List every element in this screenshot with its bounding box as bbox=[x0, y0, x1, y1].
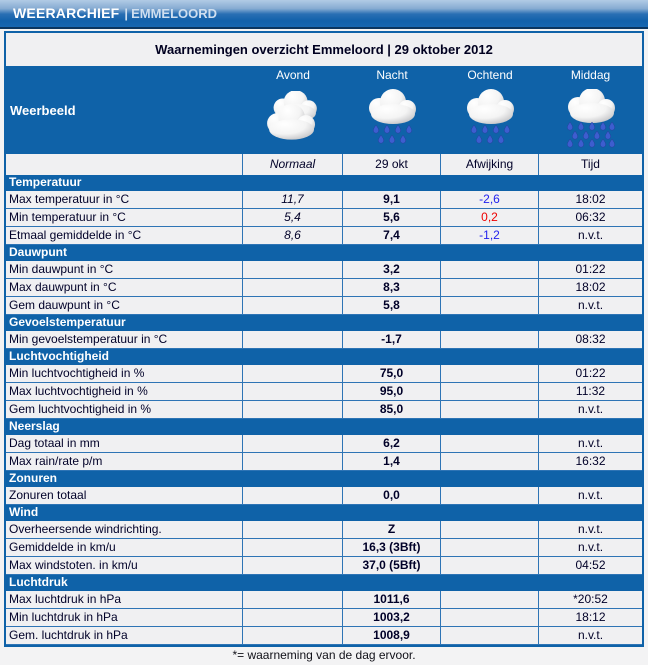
observed-value: 37,0 (5Bft) bbox=[343, 557, 441, 574]
row-label: Gem. luchtdruk in hPa bbox=[6, 627, 243, 644]
afwijking-value bbox=[441, 435, 539, 452]
top-header-bar bbox=[0, 0, 648, 29]
heavy-rain-icon bbox=[560, 83, 622, 154]
observed-value: 7,4 bbox=[343, 227, 441, 244]
section-header-zonuren: Zonuren bbox=[6, 471, 642, 487]
tijd-value: 16:32 bbox=[575, 454, 606, 468]
column-header-row bbox=[6, 154, 642, 175]
table-row bbox=[6, 227, 642, 245]
table-row bbox=[6, 279, 642, 297]
normaal-value bbox=[243, 401, 343, 418]
tijd-value: n.v.t. bbox=[577, 228, 604, 242]
row-label: Min luchtvochtigheid in % bbox=[6, 365, 243, 382]
normaal-value bbox=[243, 331, 343, 348]
weerbeeld-period-ochtend bbox=[441, 66, 539, 154]
tijd-value: n.v.t. bbox=[577, 488, 604, 502]
normaal-value: 11,7 bbox=[243, 191, 343, 208]
row-label: Min dauwpunt in °C bbox=[6, 261, 243, 278]
row-label: Max rain/rate p/m bbox=[6, 453, 243, 470]
tijd-value: n.v.t. bbox=[577, 540, 604, 554]
observed-value: 1003,2 bbox=[343, 609, 441, 626]
row-label: Etmaal gemiddelde in °C bbox=[6, 227, 243, 244]
afwijking-value bbox=[441, 591, 539, 608]
observed-value: 75,0 bbox=[343, 365, 441, 382]
observed-value: 6,2 bbox=[343, 435, 441, 452]
normaal-value bbox=[243, 383, 343, 400]
row-label: Max luchtdruk in hPa bbox=[6, 591, 243, 608]
sections-container bbox=[6, 175, 642, 645]
weerbeeld-period-middag bbox=[539, 66, 642, 154]
row-label: Overheersende windrichting. bbox=[6, 521, 243, 538]
normaal-value bbox=[243, 261, 343, 278]
afwijking-value: -1,2 bbox=[441, 227, 539, 244]
afwijking-value bbox=[441, 401, 539, 418]
afwijking-value bbox=[441, 627, 539, 644]
afwijking-value bbox=[441, 539, 539, 556]
table-row bbox=[6, 261, 642, 279]
afwijking-value bbox=[441, 331, 539, 348]
table-row bbox=[6, 209, 642, 227]
table-row bbox=[6, 401, 642, 419]
afwijking-value bbox=[441, 521, 539, 538]
tijd-value: n.v.t. bbox=[577, 436, 604, 450]
tijd-value: n.v.t. bbox=[577, 628, 604, 642]
normaal-value bbox=[243, 591, 343, 608]
normaal-value bbox=[243, 279, 343, 296]
afwijking-value: -2,6 bbox=[441, 191, 539, 208]
afwijking-value bbox=[441, 609, 539, 626]
section-header-luchtdruk: Luchtdruk bbox=[6, 575, 642, 591]
row-label: Max luchtvochtigheid in % bbox=[6, 383, 243, 400]
table-row bbox=[6, 191, 642, 209]
row-label: Max dauwpunt in °C bbox=[6, 279, 243, 296]
weerbeeld-period-avond bbox=[243, 66, 343, 154]
footnote: *= waarneming van de dag ervoor. bbox=[232, 648, 416, 662]
afwijking-value bbox=[441, 487, 539, 504]
table-row bbox=[6, 435, 642, 453]
row-label: Min gevoelstemperatuur in °C bbox=[6, 331, 243, 348]
column-header-tijd: Tijd bbox=[581, 157, 600, 171]
section-header-wind: Wind bbox=[6, 505, 642, 521]
column-header-date: 29 okt bbox=[343, 154, 441, 175]
section-header-temperatuur: Temperatuur bbox=[6, 175, 642, 191]
afwijking-value bbox=[441, 383, 539, 400]
row-label: Gem luchtvochtigheid in % bbox=[6, 401, 243, 418]
afwijking-value bbox=[441, 365, 539, 382]
table-row bbox=[6, 487, 642, 505]
observed-value: 5,6 bbox=[343, 209, 441, 226]
tijd-value: 08:32 bbox=[575, 332, 606, 346]
observed-value: 5,8 bbox=[343, 297, 441, 314]
tijd-value: n.v.t. bbox=[577, 402, 604, 416]
afwijking-value bbox=[441, 279, 539, 296]
observed-value: 8,3 bbox=[343, 279, 441, 296]
normaal-value bbox=[243, 539, 343, 556]
afwijking-value bbox=[441, 297, 539, 314]
weerbeeld-period-nacht bbox=[343, 66, 441, 154]
normaal-value bbox=[243, 627, 343, 644]
normaal-value: 5,4 bbox=[243, 209, 343, 226]
table-row bbox=[6, 331, 642, 349]
column-header-empty bbox=[6, 154, 243, 175]
observed-value: -1,7 bbox=[343, 331, 441, 348]
normaal-value bbox=[243, 487, 343, 504]
column-header-afwijking: Afwijking bbox=[441, 154, 539, 175]
observed-value: 1011,6 bbox=[343, 591, 441, 608]
period-label: Middag bbox=[570, 68, 611, 82]
observed-value: 0,0 bbox=[343, 487, 441, 504]
tijd-value: 01:22 bbox=[575, 262, 606, 276]
row-label: Gem dauwpunt in °C bbox=[6, 297, 243, 314]
observed-value: 85,0 bbox=[343, 401, 441, 418]
rain-icon bbox=[459, 83, 521, 154]
section-header-dauwpunt: Dauwpunt bbox=[6, 245, 642, 261]
page-title: Waarnemingen overzicht Emmeloord | 29 oktober 2012 bbox=[6, 33, 642, 66]
tijd-value: 18:02 bbox=[575, 192, 606, 206]
row-label: Min temperatuur in °C bbox=[6, 209, 243, 226]
tijd-value: n.v.t. bbox=[577, 522, 604, 536]
period-label: Nacht bbox=[376, 68, 408, 82]
brand-separator: | bbox=[124, 6, 129, 21]
section-header-neerslag: Neerslag bbox=[6, 419, 642, 435]
tijd-value: 06:32 bbox=[575, 210, 606, 224]
table-row bbox=[6, 539, 642, 557]
period-label: Ochtend bbox=[467, 68, 513, 82]
afwijking-value bbox=[441, 453, 539, 470]
observed-value: 95,0 bbox=[343, 383, 441, 400]
cloudy-icon bbox=[261, 83, 325, 154]
site-location: EMMELOORD bbox=[131, 6, 218, 21]
row-label: Max temperatuur in °C bbox=[6, 191, 243, 208]
site-brand: WEERARCHIEF bbox=[13, 5, 120, 21]
tijd-value: 18:02 bbox=[575, 280, 606, 294]
table-row bbox=[6, 591, 642, 609]
rain-icon bbox=[361, 83, 423, 154]
normaal-value bbox=[243, 521, 343, 538]
normaal-value bbox=[243, 365, 343, 382]
weerbeeld-section bbox=[6, 66, 642, 154]
table-row bbox=[6, 609, 642, 627]
row-label: Max windstoten. in km/u bbox=[6, 557, 243, 574]
normaal-value bbox=[243, 435, 343, 452]
section-header-luchtvochtigheid: Luchtvochtigheid bbox=[6, 349, 642, 365]
observed-value: 1008,9 bbox=[343, 627, 441, 644]
observed-value: 1,4 bbox=[343, 453, 441, 470]
table-row bbox=[6, 383, 642, 401]
table-row bbox=[6, 627, 642, 645]
normaal-value: 8,6 bbox=[243, 227, 343, 244]
observed-value: Z bbox=[343, 521, 441, 538]
row-label: Gemiddelde in km/u bbox=[6, 539, 243, 556]
normaal-value bbox=[243, 453, 343, 470]
tijd-value: n.v.t. bbox=[577, 298, 604, 312]
table-row bbox=[6, 557, 642, 575]
tijd-value: 01:22 bbox=[575, 366, 606, 380]
row-label: Min luchtdruk in hPa bbox=[6, 609, 243, 626]
tijd-value: 18:12 bbox=[575, 610, 606, 624]
observed-value: 9,1 bbox=[343, 191, 441, 208]
afwijking-value bbox=[441, 261, 539, 278]
afwijking-value bbox=[441, 557, 539, 574]
normaal-value bbox=[243, 297, 343, 314]
tijd-value: *20:52 bbox=[573, 592, 608, 606]
table-row bbox=[6, 365, 642, 383]
weerbeeld-label: Weerbeeld bbox=[10, 102, 76, 118]
observed-value: 16,3 (3Bft) bbox=[343, 539, 441, 556]
table-row bbox=[6, 453, 642, 471]
afwijking-value: 0,2 bbox=[441, 209, 539, 226]
section-header-gevoelstemperatuur: Gevoelstemperatuur bbox=[6, 315, 642, 331]
normaal-value bbox=[243, 557, 343, 574]
observed-value: 3,2 bbox=[343, 261, 441, 278]
normaal-value bbox=[243, 609, 343, 626]
period-label: Avond bbox=[276, 68, 310, 82]
table-row bbox=[6, 521, 642, 539]
tijd-value: 04:52 bbox=[575, 558, 606, 572]
column-header-normaal: Normaal bbox=[243, 154, 343, 175]
table-row bbox=[6, 297, 642, 315]
row-label: Dag totaal in mm bbox=[6, 435, 243, 452]
tijd-value: 11:32 bbox=[575, 384, 606, 398]
weather-archive-panel bbox=[4, 31, 644, 647]
row-label: Zonuren totaal bbox=[6, 487, 243, 504]
